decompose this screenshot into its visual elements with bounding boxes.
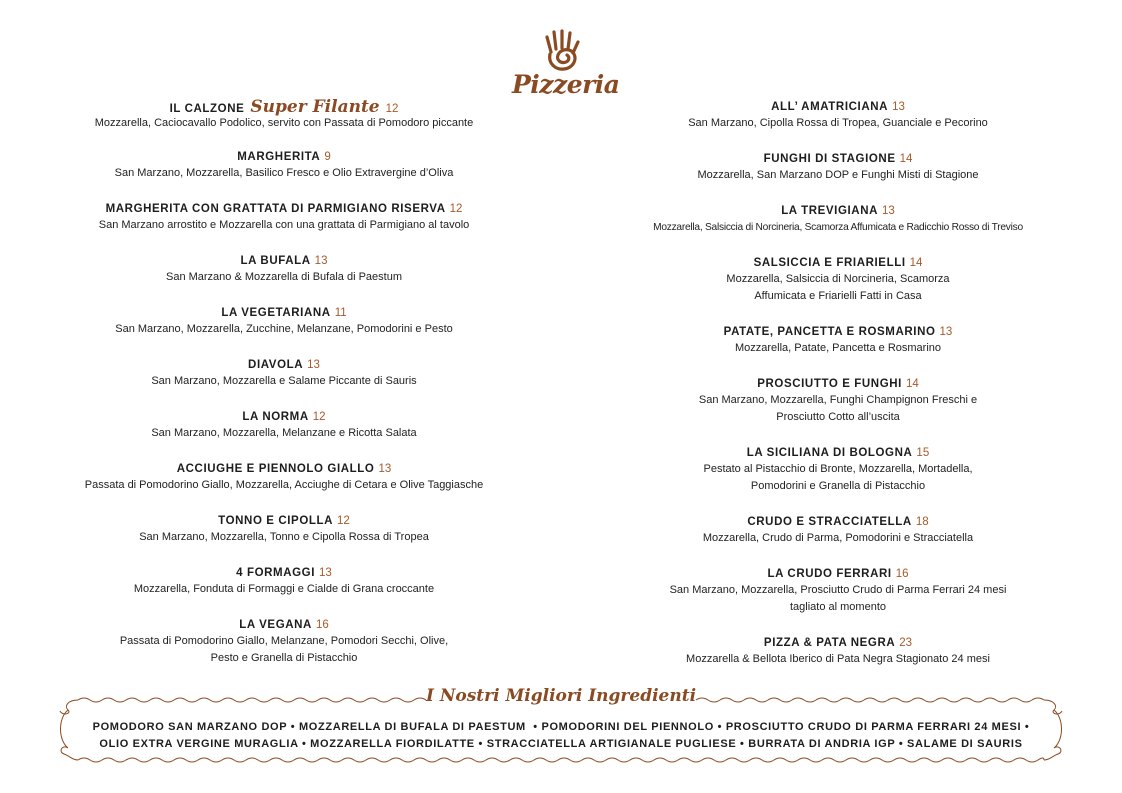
item-price: 12 [385,103,399,115]
item-price: 12 [337,515,350,527]
menu-item-4-formaggi [40,566,528,598]
item-description: Mozzarella, Crudo di Parma, Pomodorini e Stracciatella [702,532,974,544]
item-price: 14 [905,378,919,390]
item-description: San Marzano arrostito e Mozzarella con una grattata di Parmigiano al tavolo [98,219,470,231]
menu-item-margherita [40,150,528,182]
item-price: 13 [882,205,895,217]
ingredients-line-2: OLIO EXTRA VERGINE MURAGLIA • MOZZARELLA FIORDILATTE • STRACCIATELLA ARTIGIANALE PUGLIESE • BURRATA DI ANDRIA IGP • SALAME DI SAURIS [99,738,1023,750]
menu-item-vegana [40,618,528,667]
item-description: Mozzarella, Fonduta di Formaggi e Cialde di Grana croccante [133,583,435,595]
ingredients-band [50,680,1072,780]
item-price: 13 [307,359,320,371]
item-price: 12 [312,411,326,423]
menu-item-tonno-cipolla [40,514,528,546]
item-description: San Marzano, Mozzarella, Prosciutto Crudo di Parma Ferrari 24 mesi tagliato al momento [669,584,1007,613]
ingredients-title: I Nostri Migliori Ingredienti [425,686,697,706]
item-description: Passata di Pomodorino Giallo, Melanzane, Pomodori Secchi, Olive, Pesto e Granella di Pistacchio [119,635,449,664]
item-name: LA BUFALA [240,255,311,267]
menu-item-bufala [40,254,528,286]
item-name: ALL’ AMATRICIANA [771,101,889,113]
item-price: 9 [324,151,331,163]
item-description: Mozzarella, Caciocavallo Podolico, servito con Passata di Pomodoro piccante [94,117,474,129]
item-name: PATATE, PANCETTA E ROSMARINO [723,326,936,338]
item-description: Mozzarella, San Marzano DOP e Funghi Misti di Stagione [697,169,979,181]
item-price: 14 [909,257,923,269]
item-price: 23 [899,637,913,649]
menu-item-margherita-parmigiano [40,202,528,234]
item-name: MARGHERITA CON GRATTATA DI PARMIGIANO RISERVA [105,203,446,215]
menu-item-crudo-ferrari [620,567,1056,616]
brand-title: Pizzeria [512,70,620,99]
menu-item-acciughe [40,462,528,494]
menu-item-salsiccia-friarielli [620,256,1056,305]
item-description: San Marzano, Mozzarella, Basilico Fresco e Olio Extravergine d’Oliva [114,167,454,179]
item-name: 4 FORMAGGI [236,567,316,579]
item-description: San Marzano, Cipolla Rossa di Tropea, Guanciale e Pecorino [688,117,988,129]
menu-column-left [40,97,528,667]
item-description: Mozzarella, Patate, Pancetta e Rosmarino [734,342,942,354]
item-price: 18 [915,516,929,528]
item-price: 13 [319,567,332,579]
menu-item-diavola [40,358,528,390]
item-description: San Marzano, Mozzarella, Funghi Champignon Freschi e Prosciutto Cotto all’uscita [698,394,978,423]
item-name: DIAVOLA [248,359,304,371]
item-name: LA CRUDO FERRARI [767,568,892,580]
item-description: San Marzano, Mozzarella, Melanzane e Ricotta Salata [151,427,417,439]
item-description: Mozzarella, Salsiccia di Norcineria, Scamorza Affumicata e Friarielli Fatti in Casa [726,273,950,302]
brand-header [512,28,620,99]
item-description: Mozzarella & Bellota Iberico di Pata Negra Stagionato 24 mesi [686,653,990,665]
item-name: CRUDO E STRACCIATELLA [747,516,912,528]
item-name: FUNGHI DI STAGIONE [763,153,896,165]
item-name: TONNO E CIPOLLA [218,515,334,527]
item-name: LA SICILIANA DI BOLOGNA [746,447,913,459]
item-price: 16 [895,568,909,580]
item-name: MARGHERITA [237,151,321,163]
item-description: Mozzarella, Salsiccia di Norcineria, Scamorza Affumicata e Radicchio Rosso di Treviso [653,222,1023,233]
ingredients-list [50,719,1072,753]
menu-item-pata-negra [620,636,1056,668]
item-price: 11 [334,307,347,319]
menu-item-calzone [40,97,528,132]
item-name: IL CALZONE [169,103,245,115]
menu-item-funghi-stagione [620,152,1056,184]
item-name: LA NORMA [242,411,309,423]
item-name: PIZZA & PATA NEGRA [763,637,896,649]
item-name: LA VEGETARIANA [221,307,331,319]
menu-item-patate-pancetta [620,325,1056,357]
item-price: 14 [899,153,913,165]
item-description: San Marzano, Mozzarella e Salame Piccante di Sauris [151,375,417,387]
item-name: SALSICCIA E FRIARIELLI [753,257,906,269]
ingredients-line-1: POMODORO SAN MARZANO DOP • MOZZARELLA DI BUFALA DI PAESTUM • POMODORINI DEL PIENNOLO • PROSCIUTTO CRUDO DI PARMA FERRARI 24 MESI • [92,721,1030,733]
item-name: LA VEGANA [239,619,312,631]
hand-spiral-icon [542,28,582,72]
item-description: San Marzano, Mozzarella, Zucchine, Melanzane, Pomodorini e Pesto [115,323,453,335]
item-name: LA TREVIGIANA [781,205,879,217]
item-price: 13 [892,101,905,113]
item-price: 13 [939,326,953,338]
menu-item-norma [40,410,528,442]
item-description: Passata di Pomodorino Giallo, Mozzarella, Acciughe di Cetara e Olive Taggiasche [84,479,484,491]
item-price: 13 [314,255,328,267]
item-script-label: Super Filante [250,97,380,117]
item-description: San Marzano & Mozzarella di Bufala di Paestum [165,271,402,283]
item-price: 12 [449,203,463,215]
item-price: 15 [916,447,930,459]
item-price: 13 [378,463,392,475]
menu-item-crudo-stracciatella [620,515,1056,547]
menu-item-trevigiana [620,204,1056,236]
menu-item-siciliana-bologna [620,446,1056,495]
menu-item-prosciutto-funghi [620,377,1056,426]
item-name: PROSCIUTTO E FUNGHI [757,378,902,390]
item-price: 16 [315,619,329,631]
menu-column-right [620,100,1056,668]
menu-item-amatriciana [620,100,1056,132]
item-name: ACCIUGHE E PIENNOLO GIALLO [176,463,375,475]
item-description: Pestato al Pistacchio di Bronte, Mozzarella, Mortadella, Pomodorini e Granella di Pistacchio [703,463,973,492]
item-description: San Marzano, Mozzarella, Tonno e Cipolla Rossa di Tropea [139,531,429,543]
menu-item-vegetariana [40,306,528,338]
